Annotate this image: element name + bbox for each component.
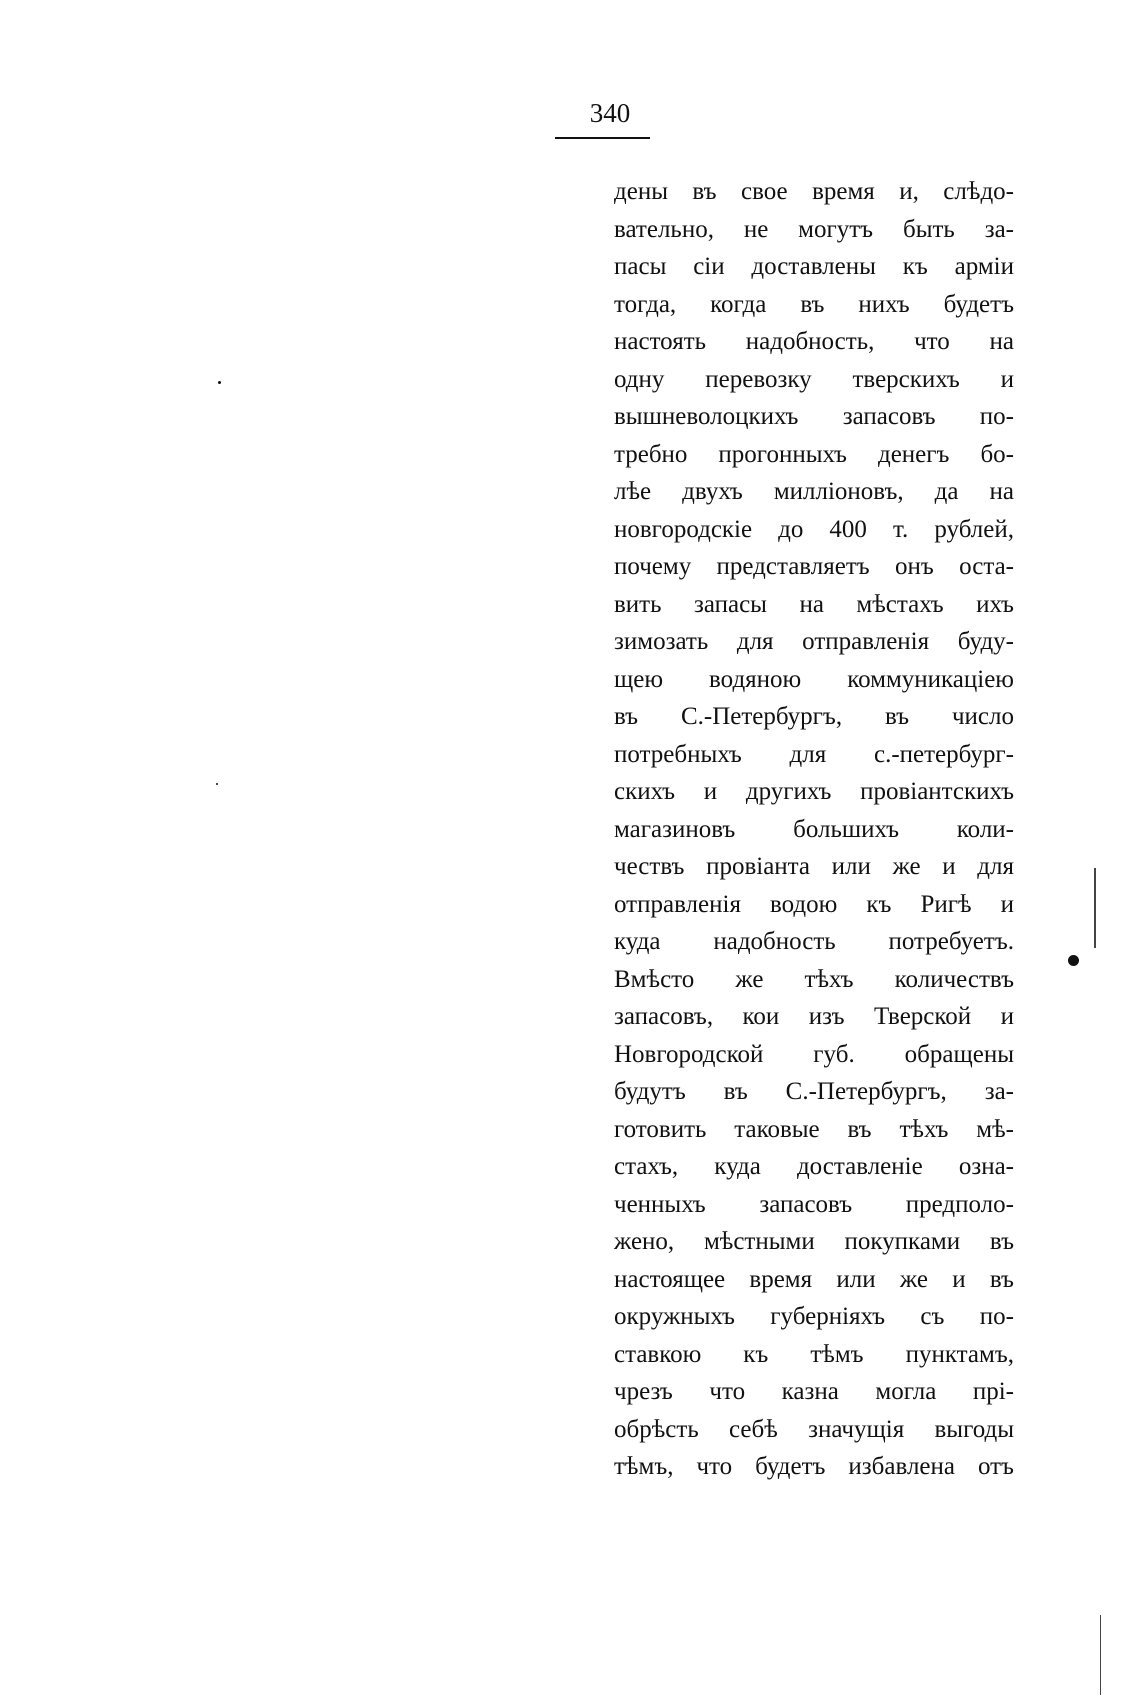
text-line: Новгородской губ. обращены	[614, 1040, 1014, 1068]
text-line: магазиновъ большихъ коли-	[614, 815, 1014, 843]
text-line: новгородскіе до 400 т. рублей,	[614, 515, 1014, 543]
text-line: почему представляетъ онъ оста-	[614, 553, 1014, 580]
edge-bleed-line	[1094, 868, 1096, 948]
scan-speck	[218, 381, 221, 384]
text-line: стахъ, куда доставленіе озна-	[614, 1153, 1014, 1180]
text-line: зимозать для отправленія буду-	[614, 628, 1014, 655]
text-line: потребныхъ для с.-петербург-	[614, 740, 1014, 768]
text-line: лѣе двухъ милліоновъ, да на	[614, 478, 1014, 505]
text-line: тогда, когда въ нихъ будетъ	[614, 290, 1014, 318]
text-line: вить запасы на мѣстахъ ихъ	[614, 590, 1014, 618]
text-line: требно прогонныхъ денегъ бо-	[614, 440, 1014, 468]
page-number-rule	[555, 137, 650, 139]
text-line: тѣмъ, что будетъ избавлена отъ	[614, 1453, 1014, 1480]
text-line: вышневолоцкихъ запасовъ по-	[614, 403, 1014, 430]
text-line: пасы сіи доставлены къ арміи	[614, 253, 1014, 280]
page-number: 340	[589, 98, 631, 128]
text-line: чрезъ что казна могла прі-	[614, 1378, 1014, 1405]
text-line: настоящее время или же и въ	[614, 1265, 1014, 1293]
text-line: обрѣсть себѣ значущія выгоды	[614, 1415, 1014, 1443]
text-line: чествъ провіанта или же и для	[614, 853, 1014, 880]
text-line: ставкою къ тѣмъ пунктамъ,	[614, 1340, 1014, 1368]
text-line: скихъ и другихъ провіантскихъ	[614, 778, 1014, 805]
text-line: дены въ свое время и, слѣдо-	[614, 178, 1014, 205]
text-line: въ С.-Петербургъ, въ число	[614, 703, 1014, 730]
text-line: запасовъ, кои изъ Тверской и	[614, 1003, 1014, 1030]
edge-bleed-line	[1100, 1615, 1101, 1695]
text-line: готовить таковые въ тѣхъ мѣ-	[614, 1115, 1014, 1143]
text-line: ченныхъ запасовъ предполо-	[614, 1190, 1014, 1218]
text-line: куда надобность потребуетъ.	[614, 928, 1014, 955]
binding-hole-mark	[1068, 955, 1079, 966]
text-line: жено, мѣстными покупками въ	[614, 1228, 1014, 1255]
text-line: настоять надобность, что на	[614, 328, 1014, 355]
body-text-column	[614, 173, 1014, 1486]
text-line: вательно, не могутъ быть за-	[614, 215, 1014, 243]
text-line: Вмѣсто же тѣхъ количествъ	[614, 965, 1014, 993]
text-line: окружныхъ губерніяхъ съ по-	[614, 1303, 1014, 1330]
text-line: отправленія водою къ Ригѣ и	[614, 890, 1014, 918]
scan-speck	[216, 783, 218, 785]
text-line: щею водяною коммуникаціею	[614, 665, 1014, 693]
text-line: одну перевозку тверскихъ и	[614, 365, 1014, 393]
text-line: будутъ въ С.-Петербургъ, за-	[614, 1078, 1014, 1105]
